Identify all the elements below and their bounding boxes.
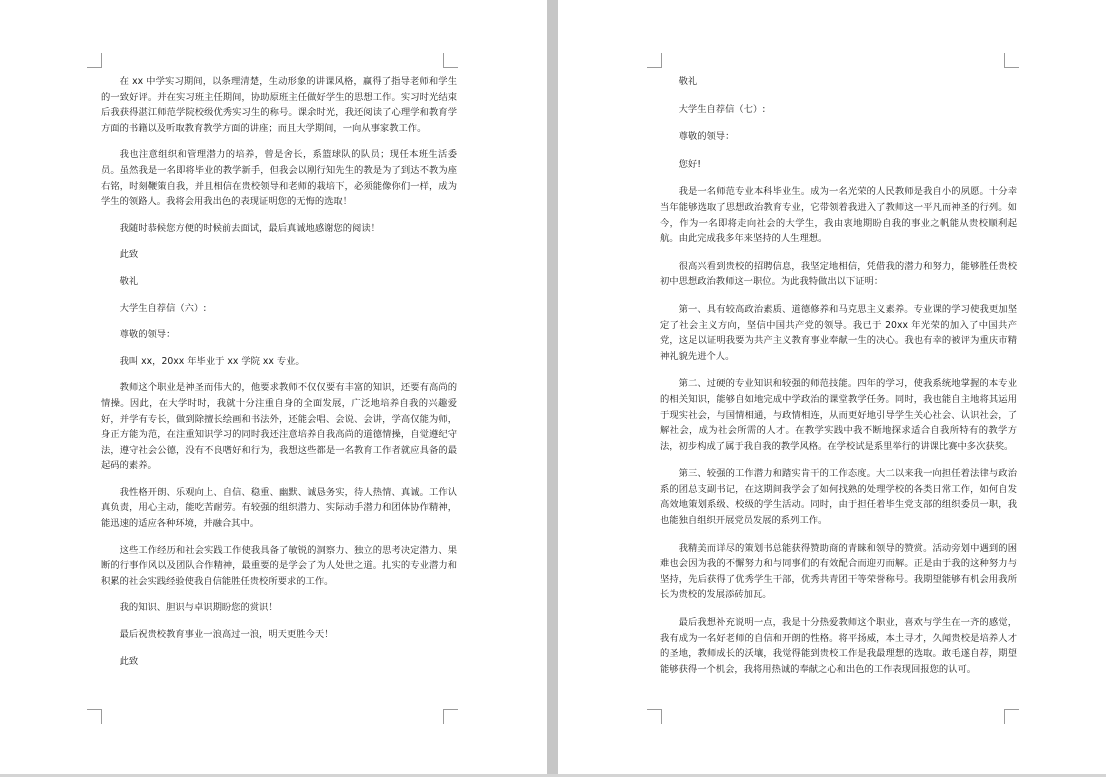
paragraph: 我性格开朗、乐观向上、自信、稳重、幽默、诚恳务实，待人热情、真诚。工作认真负责，用心主动，能吃苦耐劳。有较强的组织潜力、实际动手潜力和团体协作精神，能迅速的适应各种环境，并融合其中。 — [101, 486, 457, 530]
paragraph: 在 xx 中学实习期间，以条理清楚，生动形象的讲课风格，赢得了指导老师和学生的一致好评。并在实习班主任期间，协助原班主任做好学生的思想工作。实习时光结束后我获得湛江师范学院校级优秀实习生的称号。课余时光，我还阅读了心理学和教育学方面的书籍以及听取教育教学方面的讲座；而且大学期间，一向从事家教工作。 — [101, 76, 457, 134]
corner-mark-bottom-right — [1004, 709, 1019, 724]
paragraph: 很高兴看到贵校的招聘信息，我坚定地相信，凭借我的潜力和努力，能够胜任贵校初中思想政治教师这一职位。为此我特做出以下证明： — [660, 260, 1017, 288]
corner-mark-top-right — [1004, 53, 1019, 68]
page-body — [660, 74, 1017, 689]
salutation: 尊敬的领导： — [678, 131, 735, 143]
corner-mark-bottom-right — [443, 709, 458, 724]
closing-line: 此致 — [119, 249, 139, 261]
document-page-right — [558, 0, 1106, 774]
paragraph: 我是一名师范专业本科毕业生。成为一名光荣的人民教师是我自小的夙愿。十分幸当年能够选取了思想政治教育专业，它带领着我进入了教师这一平凡而神圣的行列。如今，作为一名即将走向社会的大学生，我由衷地期盼自我的事业之帆能从贵校顺利起航。由此完成我多年来坚持的人生理想。 — [660, 186, 1017, 245]
paragraph: 我随时恭候您方便的时候前去面试，最后真诚地感谢您的阅读！ — [119, 222, 380, 234]
letter-heading: 大学生自荐信（七）: — [678, 103, 766, 115]
paragraph: 最后我想补充说明一点，我是十分热爱教师这个职业，喜欢与学生在一齐的感觉，我有成为一名好老师的自信和开朗的性格。将平扬威，本土寻才，久闻贵校是培养人才的圣地，教师成长的沃壤，我觉得能到贵校工作是我最理想的选取。敢毛遂自荐，期望能够获得一个机会，我将用热诚的奉献之心和出色的工作表现回报您的认可。 — [660, 617, 1017, 675]
corner-mark-top-right — [443, 53, 458, 68]
closing-line: 敬礼 — [119, 275, 139, 287]
salutation: 尊敬的领导： — [119, 329, 176, 341]
page-body — [101, 74, 457, 680]
paragraph: 我叫 xx，20xx 年毕业于 xx 学院 xx 专业。 — [119, 355, 305, 367]
page-gutter — [547, 0, 558, 777]
document-page-left — [0, 0, 547, 774]
letter-heading: 大学生自荐信（六）: — [119, 302, 207, 314]
paragraph: 第三、较强的工作潜力和踏实肯干的工作态度。大二以来我一向担任着法律与政治系的团总支副书记，在这期间我学会了如何找熟的处理学校的各类日常工作，如何自发高效地策划系级、校级的学生活动。同时，由于担任着毕生党支部的组织委员一职，我也能独自组织开展党员发展的系列工作。 — [660, 468, 1017, 527]
paragraph: 我也注意组织和管理潜力的培养，曾是舍长，系篮球队的队员；现任本班生活委员。虽然我是一名即将毕业的教学新手，但我会以刚行知先生的教是为了到达不教为座右铭，时刻鞭策自我，并且相信在贵校领导和老师的栽培下，必须能像你们一样，成为学生的领路人。我将会用我出色的表现证明您的无悔的选取！ — [101, 149, 457, 208]
corner-mark-top-left — [87, 53, 102, 68]
closing-line: 此致 — [119, 655, 139, 667]
paragraph: 这些工作经历和社会实践工作使我具备了敏锐的洞察力、独立的思考决定潜力、果断的行事作风以及团队合作精神，最重要的是学会了为人处世之道。扎实的专业潜力和积累的社会实践经验使我自信能胜任贵校所要求的工作。 — [101, 544, 457, 587]
paragraph: 我的知识、胆识与卓识期盼您的赏识！ — [119, 602, 278, 614]
paragraph: 最后祝贵校教育事业一浪高过一浪，明天更胜今天！ — [119, 629, 334, 641]
corner-mark-bottom-left — [87, 709, 102, 724]
corner-mark-bottom-left — [647, 709, 662, 724]
greeting: 您好! — [678, 158, 701, 170]
closing-line: 敬礼 — [678, 76, 698, 87]
paragraph: 第一、具有较高政治素质、道德修养和马克思主义素养。专业课的学习使我更加坚定了社会主义方向，坚信中国共产党的领导。我已于 20xx 年光荣的加入了中国共产党，这足以证明我要为共产主义教育事业奉献一生的决心。我也有幸的被评为重庆市精神礼貌先进个人。 — [660, 303, 1017, 362]
paragraph: 教师这个职业是神圣而伟大的，他要求教师不仅仅要有丰富的知识，还要有高尚的情操。因此，在大学时时，我就十分注重自身的全面发展，广泛地培养自我的兴趣爱好，并学有专长，做到除擅长绘画和书法外，还能会唱、会说、会讲，学高仅能为师，身正方能为范，在注重知识学习的同时我还注意培养自我高尚的道德情操，自觉遵纪守法，遵守社会公德，没有不良嗜好和行为，我想这些都是一名教育工作者就应具备的最起码的素养。 — [101, 382, 457, 472]
paragraph: 第二、过硬的专业知识和较强的师范技能。四年的学习，使我系统地掌握的本专业的相关知识，能够自如地完成中学政治的课堂教学任务。同时，我也能自主地将其运用于现实社会，与国情相通，与政情相连，从而更好地引导学生关心社会、认识社会，了解社会，成为社会所需的人才。在教学实践中我不断地探求适合自我所特有的教学方法，初步构成了属于我自我的教学风格。在学校试是系里举行的讲课比赛中多次获奖。 — [660, 378, 1017, 452]
paragraph: 我精美而详尽的策划书总能获得赞助商的青睐和领导的赞赏。活动旁划中遇到的困难也会因为我的不懈努力和与同事们的有效配合而迎刃而解。正是由于我的这种努力与坚持，先后获得了优秀学生干部，优秀共青团干等荣誉称号。我期望能够有机会用我所长为贵校的发展添砖加瓦。 — [660, 542, 1017, 601]
corner-mark-top-left — [647, 53, 662, 68]
